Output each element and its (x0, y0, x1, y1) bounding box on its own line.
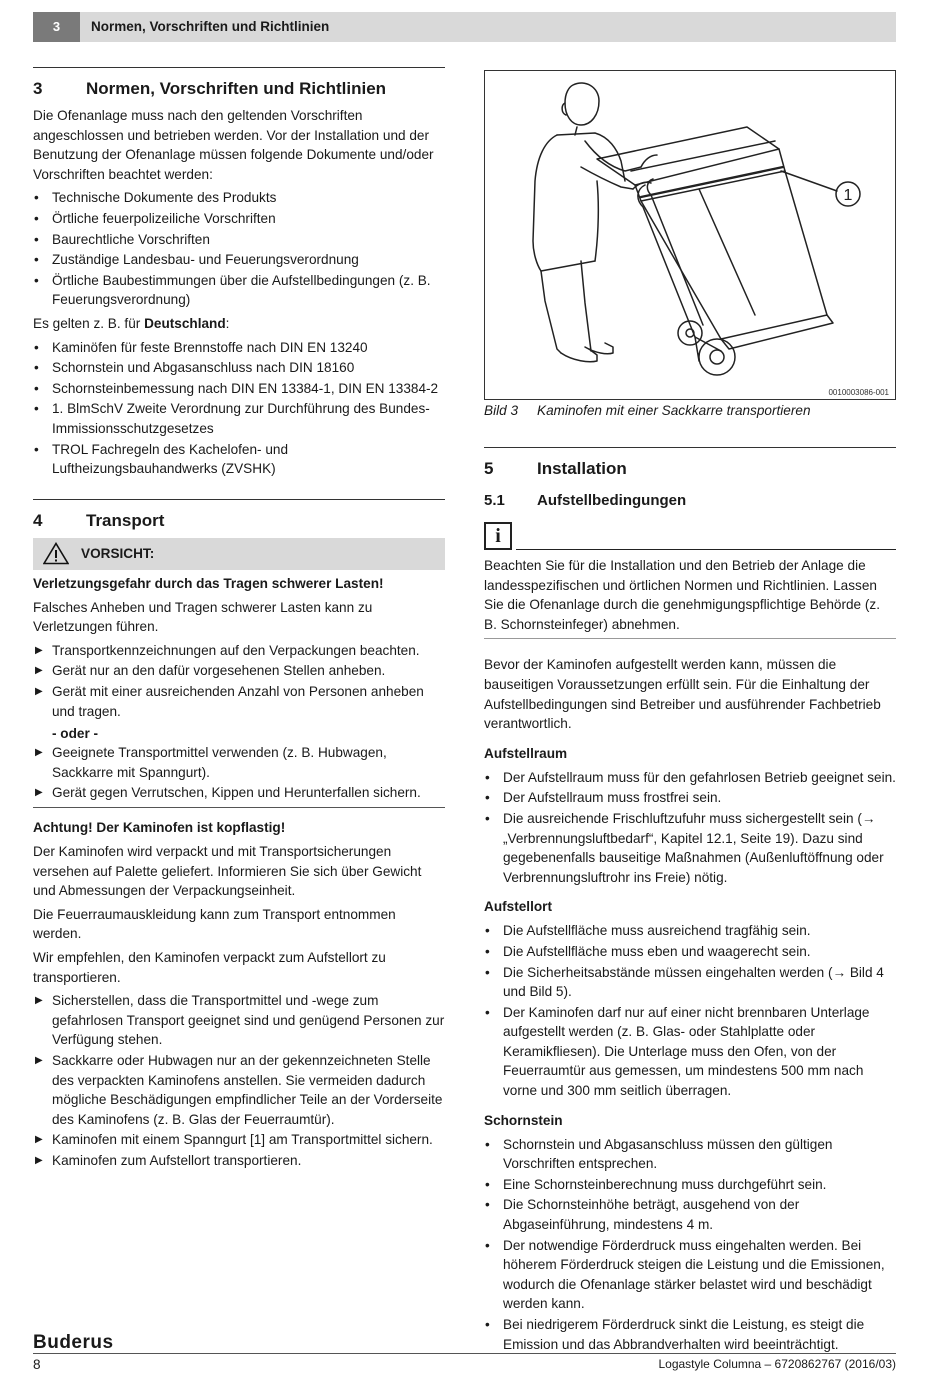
list-item: • Technische Dokumente des Produkts (33, 188, 445, 208)
aufstellort-heading: Aufstellort (484, 899, 552, 915)
paragraph: Wir empfehlen, den Kaminofen verpackt zum Aufstellort zu transportieren. (33, 950, 386, 985)
warning-text: Falsches Anheben und Tragen schwerer Lasten kann zu Verletzungen führen. (33, 599, 373, 635)
attention-heading: Achtung! Der Kaminofen ist kopflastig! (33, 820, 286, 836)
country-name: Deutschland (144, 315, 226, 331)
action-item: ▶ Sackkarre oder Hubwagen nur an der gekennzeichneten Stelle des verpackten Kaminofens anstellen. Sie vermeiden dadurch mögliche Beschädigungen empfindlicher Teile an der Vorderseite des Kaminofens (z. B. Glas der Feuerraumtür). (33, 1051, 445, 1129)
section-4-heading (33, 499, 445, 534)
divider (33, 807, 445, 808)
list-item: • Kaminöfen für feste Brennstoffe nach DIN EN 13240 (33, 338, 445, 358)
list-item: • TROL Fachregeln des Kachelofen- und Luftheizungsbauhandwerks (ZVSHK) (33, 440, 445, 479)
aufstellort-list (484, 921, 896, 1100)
section-number: 3 (33, 79, 43, 98)
list-item: • Der Aufstellraum muss für den gefahrlosen Betrieb geeignet sein. (484, 768, 896, 788)
aufstellraum-list (484, 768, 896, 888)
germany-standards-list (33, 338, 445, 479)
info-rule (516, 549, 896, 550)
aufstellraum-heading: Aufstellraum (484, 745, 568, 761)
list-item: • Der Aufstellraum muss frostfrei sein. (484, 788, 896, 808)
list-item: • Örtliche feuerpolizeiliche Vorschriften (33, 209, 445, 229)
subsection-title: Aufstellbedingungen (537, 492, 687, 509)
action-item: ▶ Transportkennzeichnungen auf den Verpackungen beachten. (33, 641, 445, 661)
action-item: ▶ Gerät gegen Verrutschen, Kippen und Herunterfallen sichern. (33, 783, 445, 803)
warning-label: VORSICHT: (81, 546, 155, 562)
list-item: • Örtliche Baubestimmungen über die Aufstellbedingungen (z. B. Feuerungsverordnung) (33, 271, 445, 310)
list-item: • Die ausreichende Frischluftzufuhr muss sichergestellt sein (→ „Verbrennungsluftbedarf“, Kapitel 12.1, Seite 19). Dazu sind gegebenenfalls bauseitige Maßnahmen (Außenluftöffnung oder Verbrennungsluftrohr ins Freie) nötig. (484, 809, 896, 887)
action-item: ▶ Sicherstellen, dass die Transportmittel und -wege zum gefahrlosen Transport geeignet sind und genügend Personen zur Verfügung stehen. (33, 991, 445, 1050)
section-number: 4 (33, 510, 43, 530)
warning-bar (33, 538, 445, 570)
info-note-text: Beachten Sie für die Installation und den Betrieb der Anlage die landesspezifischen und örtlichen Normen und Richtlinien. Lassen Sie die Ofenanlage durch die genehmigungspflichtige Behörde (z. B. Schornsteinfeger) abnehmen. (484, 556, 896, 639)
section-5-heading (484, 447, 896, 482)
section-number: 5 (484, 459, 494, 478)
action-item: ▶ Kaminofen zum Aufstellort transportieren. (33, 1151, 445, 1171)
action-item: ▶ Kaminofen mit einem Spanngurt [1] am Transportmittel sichern. (33, 1130, 445, 1150)
warning-heading: Verletzungsgefahr durch das Tragen schwerer Lasten! (33, 575, 384, 591)
list-item: • Bei niedrigerem Förderdruck sinkt die Leistung, es steigt die Emission und das Abbrandverhalten wird beeinträchtigt. (484, 1315, 896, 1354)
list-item: • Der notwendige Förderdruck muss eingehalten werden. Bei höherem Förderdruck steigen die Leistung und die Emissionen, wodurch die Ofenanlage stärker belastet wird und beschädigt werden kann. (484, 1236, 896, 1314)
footer-rule (33, 1353, 896, 1354)
list-item: • Baurechtliche Vorschriften (33, 230, 445, 250)
list-item: • Schornstein und Abgasanschluss müssen den gültigen Vorschriften entsprechen. (484, 1135, 896, 1174)
info-notice (484, 522, 896, 550)
list-item: • Schornstein und Abgasanschluss nach DIN 18160 (33, 358, 445, 378)
handtruck-illustration (485, 71, 895, 399)
section-3-heading (33, 67, 445, 102)
callout-number: 1 (843, 187, 853, 204)
figure-caption (484, 401, 896, 421)
schornstein-list (484, 1135, 896, 1355)
document-id: Logastyle Columna – 6720862767 (2016/03) (658, 1357, 896, 1371)
paragraph: Die Feuerraumauskleidung kann zum Transport entnommen werden. (33, 906, 396, 942)
list-item: • Schornsteinbemessung nach DIN EN 13384-1, DIN EN 13384-2 (33, 379, 445, 399)
list-item: • Die Schornsteinhöhe beträgt, ausgehend von der Abgaseinführung, mindestens 4 m. (484, 1195, 896, 1234)
warning-triangle-icon (43, 542, 69, 565)
documents-list (33, 188, 445, 310)
chapter-title: Normen, Vorschriften und Richtlinien (91, 19, 330, 34)
list-item: • Zuständige Landesbau- und Feuerungsverordnung (33, 250, 445, 270)
left-column (33, 67, 445, 1175)
list-item: • 1. BlmSchV Zweite Verordnung zur Durchführung des Bundes-Immissionsschutzgesetzes (33, 399, 445, 438)
right-column (484, 70, 896, 1358)
section-title: Installation (537, 459, 627, 478)
list-item: • Die Aufstellfläche muss ausreichend tragfähig sein. (484, 921, 896, 941)
section-3-intro: Die Ofenanlage muss nach den geltenden Vorschriften angeschlossen und betrieben werden. Vor der Installation und der Benutzung der Ofenanlage müssen folgende Dokumente und/oder Vorschriften beachtet werden: (33, 108, 434, 182)
list-item: • Eine Schornsteinberechnung muss durchgeführt sein. (484, 1175, 896, 1195)
chapter-header-bar (33, 12, 896, 42)
list-item: • Der Kaminofen darf nur auf einer nicht brennbaren Unterlage aufgestellt werden (z. B. Glas- oder Stahlplatte oder Keramikfliesen). Die Unterlage muss den Ofen, von der Feuerraumtür aus gemessen, um mindestens 500 mm nach vorne und 300 mm seitlich überragen. (484, 1003, 896, 1101)
section-title: Transport (86, 510, 165, 530)
action-item: ▶ Gerät mit einer ausreichenden Anzahl von Personen anheben und tragen. (33, 682, 445, 721)
list-item: • Die Sicherheitsabstände müssen eingehalten werden (→ Bild 4 und Bild 5). (484, 963, 896, 1002)
action-item: ▶ Gerät nur an den dafür vorgesehenen Stellen anheben. (33, 661, 445, 681)
germany-intro: Es gelten z. B. für Deutschland: (33, 315, 230, 331)
subsection-number: 5.1 (484, 492, 505, 509)
brand-logo: Buderus (33, 1332, 114, 1353)
lifting-actions (33, 641, 445, 721)
action-item: ▶ Geeignete Transportmittel verwenden (z. B. Hubwagen, Sackkarre mit Spanngurt). (33, 743, 445, 782)
chapter-number: 3 (33, 12, 80, 42)
schornstein-heading: Schornstein (484, 1112, 563, 1128)
section-5-1-heading (484, 490, 896, 512)
section-title: Normen, Vorschriften und Richtlinien (86, 79, 387, 98)
transport-actions (33, 743, 445, 803)
caption-number: Bild 3 (484, 403, 519, 418)
page-number: 8 (33, 1357, 41, 1372)
list-item: • Die Aufstellfläche muss eben und waagerecht sein. (484, 942, 896, 962)
figure-code: 0010003086-001 (828, 388, 889, 397)
stove-transport-actions (33, 991, 445, 1170)
info-icon: i (484, 522, 512, 550)
paragraph: Der Kaminofen wird verpackt und mit Transportsicherungen versehen auf Palette geliefert. Informieren Sie sich über Gewicht und Abmessungen der Verpackungseinheit. (33, 844, 422, 899)
figure-3-illustration (484, 70, 896, 400)
or-separator: - oder - (52, 726, 99, 742)
section-5-intro: Bevor der Kaminofen aufgestellt werden kann, müssen die bauseitigen Voraussetzungen erfüllt sein. Für die Einhaltung der Aufstellbedingungen sind Betreiber und ausführender Fachbetrieb verantwortlich. (484, 657, 881, 732)
caption-text: Kaminofen mit einer Sackkarre transportieren (537, 403, 811, 418)
